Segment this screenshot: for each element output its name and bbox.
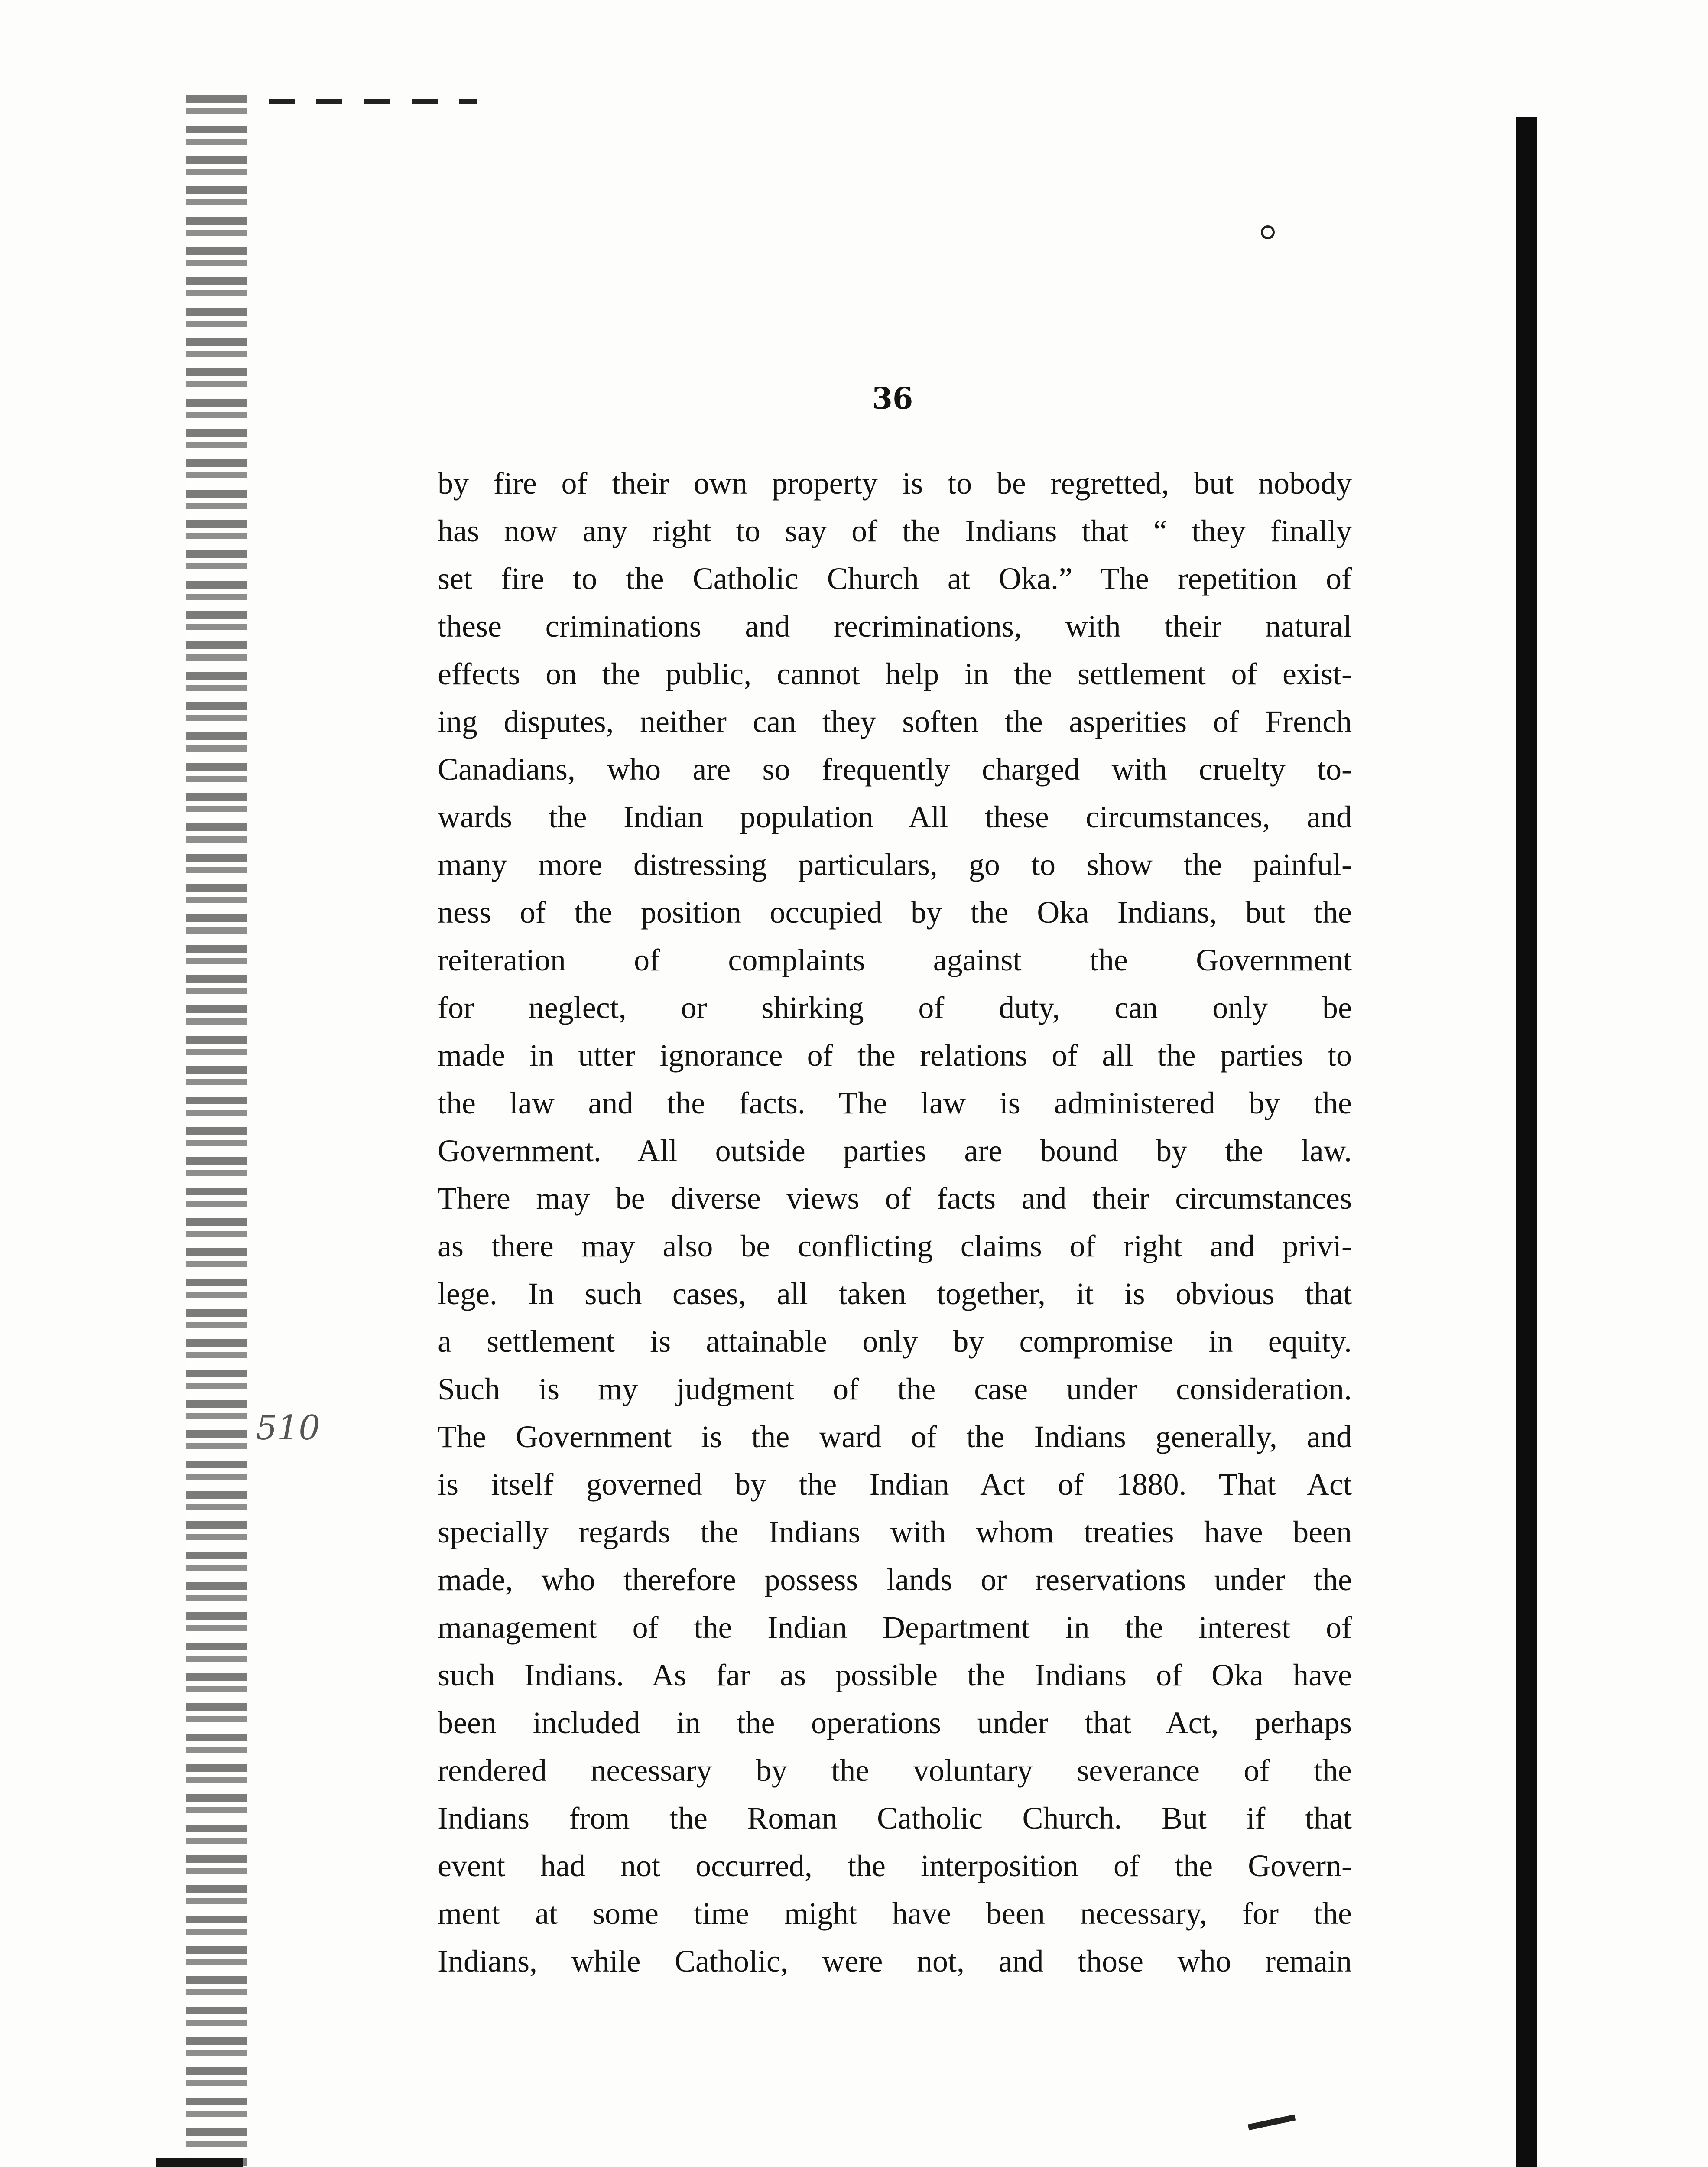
text-line: ing disputes, neither can they soften the asperities of French	[438, 704, 1352, 739]
body-text	[438, 459, 1352, 1985]
text-line: specially regards the Indians with whom treaties have been	[438, 1515, 1352, 1549]
text-line: There may be diverse views of facts and their circumstances	[438, 1181, 1352, 1216]
text-line: these criminations and recriminations, with their natural	[438, 609, 1352, 644]
binding-shadow-base	[156, 2158, 243, 2167]
text-line: management of the Indian Department in the interest of	[438, 1610, 1352, 1645]
scan-edge-bar	[1516, 117, 1537, 2167]
text-line: Such is my judgment of the case under consideration.	[438, 1372, 1352, 1406]
ink-smudge	[1248, 2115, 1296, 2131]
text-line: ment at some time might have been necessary, for the	[438, 1896, 1352, 1931]
text-line: a settlement is attainable only by compromise in equity.	[438, 1324, 1352, 1359]
text-line: is itself governed by the Indian Act of 1880. That Act	[438, 1467, 1352, 1502]
text-line: Indians from the Roman Catholic Church. But if that	[438, 1801, 1352, 1835]
text-line: such Indians. As far as possible the Indians of Oka have	[438, 1658, 1352, 1692]
text-line: wards the Indian population All these circumstances, and	[438, 800, 1352, 834]
text-line: Indians, while Catholic, were not, and those who remain	[438, 1944, 1352, 1978]
text-line: The Government is the ward of the Indians generally, and	[438, 1419, 1352, 1454]
text-line: Government. All outside parties are bound by the law.	[438, 1133, 1352, 1168]
text-line: as there may also be conflicting claims of right and privi-	[438, 1229, 1352, 1263]
text-line: event had not occurred, the interposition of the Govern-	[438, 1848, 1352, 1883]
margin-annotation: 510	[256, 1409, 320, 1448]
ink-speck	[1261, 225, 1275, 239]
text-line: effects on the public, cannot help in the settlement of exist-	[438, 657, 1352, 691]
text-line: reiteration of complaints against the Government	[438, 943, 1352, 977]
text-line: rendered necessary by the voluntary severance of the	[438, 1753, 1352, 1788]
text-line: been included in the operations under that Act, perhaps	[438, 1705, 1352, 1740]
text-line: set fire to the Catholic Church at Oka.” The repetition of	[438, 561, 1352, 596]
text-line: for neglect, or shirking of duty, can only be	[438, 990, 1352, 1025]
text-line: made in utter ignorance of the relations of all the parties to	[438, 1038, 1352, 1073]
page-number: 36	[872, 381, 913, 416]
scan-edge-dashes	[269, 99, 477, 104]
text-line: by fire of their own property is to be regretted, but nobody	[438, 466, 1352, 501]
text-line: Canadians, who are so frequently charged with cruelty to-	[438, 752, 1352, 787]
text-line: made, who therefore possess lands or reservations under the	[438, 1562, 1352, 1597]
text-line: lege. In such cases, all taken together, it is obvious that	[438, 1276, 1352, 1311]
text-line: has now any right to say of the Indians that “ they finally	[438, 514, 1352, 548]
binding-shadow	[186, 95, 247, 2167]
text-line: ness of the position occupied by the Oka Indians, but the	[438, 895, 1352, 930]
text-line: the law and the facts. The law is administered by the	[438, 1086, 1352, 1120]
text-line: many more distressing particulars, go to show the painful-	[438, 847, 1352, 882]
